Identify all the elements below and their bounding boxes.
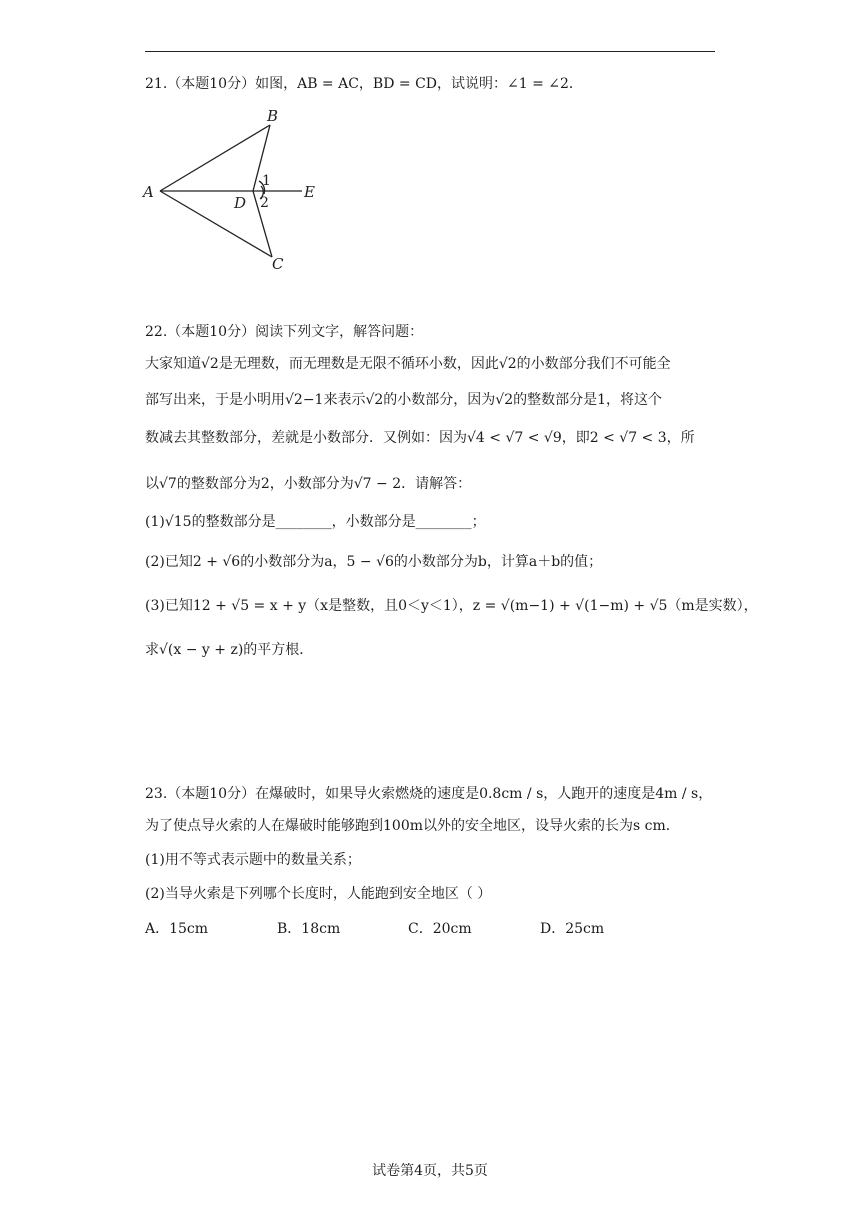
q22-item-1: (1)√15的整数部分是________，小数部分是________；: [145, 514, 486, 530]
label-angle-1: 1: [262, 173, 271, 189]
label-a: A: [143, 183, 154, 201]
q22-item-3: (3)已知12 + √5 = x + y（x是整数，且0＜y＜1），z = √(m−1) + √(1−m) + √5（m是实数），: [145, 598, 758, 614]
q21-text: 21.（本题10分）如图，AB = AC，BD = CD，试说明：∠1 = ∠2．: [145, 76, 583, 92]
header-rule: [145, 51, 715, 52]
label-c: C: [272, 255, 284, 273]
q22-header: 22.（本题10分）阅读下列文字，解答问题：: [145, 324, 424, 340]
label-b: B: [267, 107, 279, 125]
page-footer: 试卷第4页，共5页: [372, 1163, 488, 1179]
q23-part-1: (1)用不等式表示题中的数量关系；: [145, 852, 361, 868]
q22-para-line: 大家知道√2是无理数，而无理数是无限不循环小数，因此√2的小数部分我们不可能全: [145, 356, 671, 372]
label-angle-2: 2: [260, 195, 269, 211]
choice-a: A．15cm: [145, 921, 209, 937]
label-e: E: [304, 183, 315, 201]
q22-para-line: 部写出来，于是小明用√2−1来表示√2的小数部分，因为√2的整数部分是1，将这个: [145, 392, 663, 408]
q23-line: 23.（本题10分）在爆破时，如果导火索燃烧的速度是0.8cm / s，人跑开的速度是4m / s，: [145, 786, 713, 802]
q23-part-2: (2)当导火索是下列哪个长度时，人能跑到安全地区（ ）: [145, 886, 492, 902]
q22-para-line: 以√7的整数部分为2，小数部分为√7 − 2．请解答：: [145, 476, 472, 492]
q22-item-3-cont: 求√(x − y + z)的平方根．: [145, 642, 314, 658]
q23-line: 为了使点导火索的人在爆破时能够跑到100m以外的安全地区，设导火索的长为s cm．: [145, 818, 680, 834]
label-d: D: [234, 194, 247, 212]
choice-c: C．20cm: [408, 921, 472, 937]
triangle-figure: [140, 103, 330, 273]
choice-d: D．25cm: [540, 921, 605, 937]
q22-item-2: (2)已知2 + √6的小数部分为a，5 − √6的小数部分为b，计算a＋b的值；: [145, 554, 603, 570]
choice-b: B．18cm: [277, 921, 341, 937]
q22-para-line: 数减去其整数部分，差就是小数部分．又例如：因为√4 < √7 < √9，即2 < √7 < 3，所: [145, 430, 695, 446]
